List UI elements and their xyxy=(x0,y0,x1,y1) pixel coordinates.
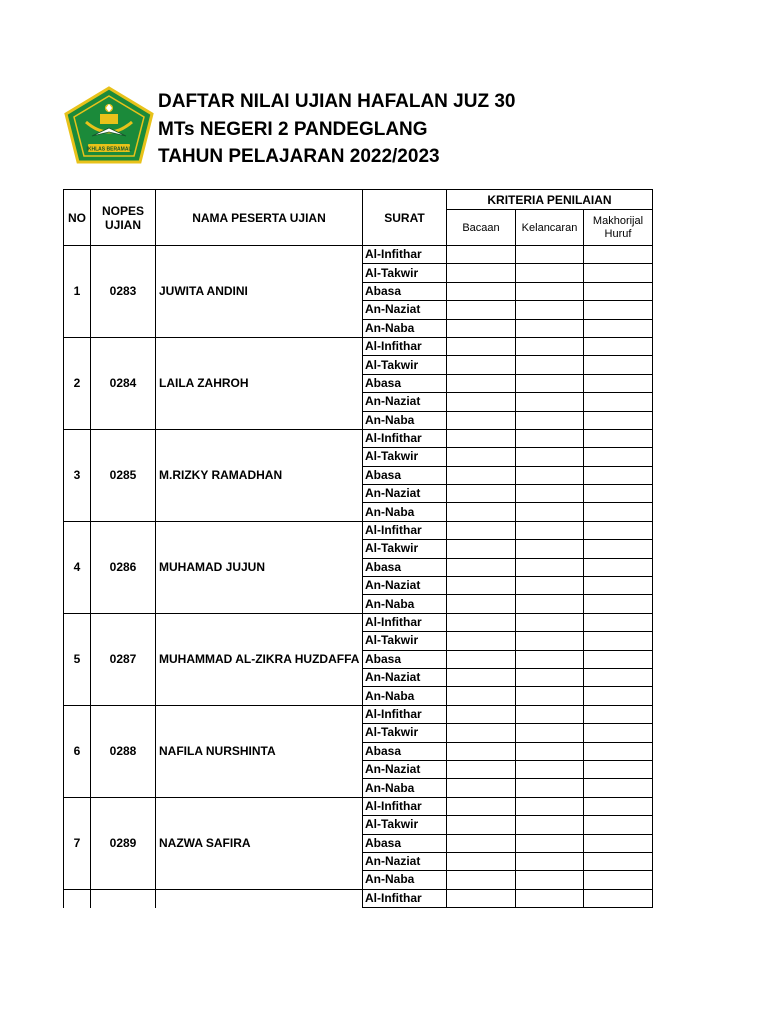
empty-cell xyxy=(91,889,156,907)
student-nopes: 0289 xyxy=(91,797,156,889)
makhorijal-cell[interactable] xyxy=(584,760,653,778)
bacaan-cell[interactable] xyxy=(447,742,516,760)
student-no: 3 xyxy=(64,429,91,521)
makhorijal-cell[interactable] xyxy=(584,834,653,852)
bacaan-cell[interactable] xyxy=(447,779,516,797)
kelancaran-cell[interactable] xyxy=(516,503,584,521)
table-row xyxy=(64,337,653,355)
makhorijal-cell[interactable] xyxy=(584,632,653,650)
kelancaran-cell[interactable] xyxy=(516,558,584,576)
student-nopes: 0283 xyxy=(91,246,156,338)
kelancaran-cell[interactable] xyxy=(516,797,584,815)
makhorijal-cell[interactable] xyxy=(584,705,653,723)
bacaan-cell[interactable] xyxy=(447,503,516,521)
bacaan-cell[interactable] xyxy=(447,411,516,429)
bacaan-cell[interactable] xyxy=(447,816,516,834)
kelancaran-cell[interactable] xyxy=(516,466,584,484)
surat-name: An-Naziat xyxy=(363,760,447,778)
makhorijal-cell[interactable] xyxy=(584,356,653,374)
kelancaran-cell[interactable] xyxy=(516,834,584,852)
bacaan-cell[interactable] xyxy=(447,632,516,650)
kelancaran-cell[interactable] xyxy=(516,595,584,613)
makhorijal-cell[interactable] xyxy=(584,540,653,558)
kelancaran-cell[interactable] xyxy=(516,429,584,447)
surat-name: An-Naziat xyxy=(363,852,447,870)
bacaan-cell[interactable] xyxy=(447,429,516,447)
makhorijal-cell[interactable] xyxy=(584,871,653,889)
surat-name: An-Naziat xyxy=(363,577,447,595)
kelancaran-cell[interactable] xyxy=(516,393,584,411)
bacaan-cell[interactable] xyxy=(447,613,516,631)
surat-name: Abasa xyxy=(363,834,447,852)
bacaan-cell[interactable] xyxy=(447,724,516,742)
table-row xyxy=(64,613,653,631)
kelancaran-cell[interactable] xyxy=(516,668,584,686)
student-no: 6 xyxy=(64,705,91,797)
kelancaran-cell[interactable] xyxy=(516,705,584,723)
bacaan-cell[interactable] xyxy=(447,485,516,503)
table-row xyxy=(64,246,653,264)
kelancaran-cell[interactable] xyxy=(516,540,584,558)
col-header-surat: SURAT xyxy=(363,190,447,246)
surat-name: Al-Takwir xyxy=(363,264,447,282)
kelancaran-cell[interactable] xyxy=(516,724,584,742)
bacaan-cell[interactable] xyxy=(447,687,516,705)
kelancaran-cell[interactable] xyxy=(516,485,584,503)
bacaan-cell[interactable] xyxy=(447,852,516,870)
surat-name: Al-Takwir xyxy=(363,356,447,374)
bacaan-cell[interactable] xyxy=(447,319,516,337)
makhorijal-cell[interactable] xyxy=(584,429,653,447)
surat-name: Al-Infithar xyxy=(363,889,447,907)
col-header-makhorijal: Makhorijal Huruf xyxy=(584,210,653,246)
makhorijal-cell[interactable] xyxy=(584,466,653,484)
kelancaran-cell[interactable] xyxy=(516,521,584,539)
makhorijal-cell[interactable] xyxy=(584,577,653,595)
col-header-kelancaran: Kelancaran xyxy=(516,210,584,246)
makhorijal-cell[interactable] xyxy=(584,393,653,411)
surat-name: Al-Infithar xyxy=(363,246,447,264)
bacaan-cell[interactable] xyxy=(447,466,516,484)
makhorijal-cell[interactable] xyxy=(584,301,653,319)
makhorijal-cell[interactable] xyxy=(584,816,653,834)
surat-name: An-Naziat xyxy=(363,393,447,411)
title-block xyxy=(158,88,516,171)
surat-name: Abasa xyxy=(363,374,447,392)
makhorijal-cell[interactable] xyxy=(584,374,653,392)
kelancaran-cell[interactable] xyxy=(516,650,584,668)
nopes-header-text: NOPES UJIAN xyxy=(101,203,144,232)
col-header-nama: NAMA PESERTA UJIAN xyxy=(156,190,363,246)
makhorijal-cell[interactable] xyxy=(584,889,653,907)
student-name: MUHAMAD JUJUN xyxy=(156,521,363,613)
student-nopes: 0287 xyxy=(91,613,156,705)
surat-name: An-Naba xyxy=(363,687,447,705)
kelancaran-cell[interactable] xyxy=(516,889,584,907)
kelancaran-cell[interactable] xyxy=(516,760,584,778)
makhorijal-cell[interactable] xyxy=(584,779,653,797)
student-nopes: 0288 xyxy=(91,705,156,797)
surat-name: Al-Infithar xyxy=(363,337,447,355)
bacaan-cell[interactable] xyxy=(447,558,516,576)
kelancaran-cell[interactable] xyxy=(516,852,584,870)
kelancaran-cell[interactable] xyxy=(516,337,584,355)
makhorijal-cell[interactable] xyxy=(584,448,653,466)
student-name: LAILA ZAHROH xyxy=(156,337,363,429)
surat-name: Abasa xyxy=(363,650,447,668)
student-name: NAZWA SAFIRA xyxy=(156,797,363,889)
table-row xyxy=(64,429,653,447)
makhorijal-cell[interactable] xyxy=(584,650,653,668)
kelancaran-cell[interactable] xyxy=(516,613,584,631)
student-no: 1 xyxy=(64,246,91,338)
surat-name: An-Naziat xyxy=(363,301,447,319)
makhorijal-cell[interactable] xyxy=(584,558,653,576)
bacaan-cell[interactable] xyxy=(447,797,516,815)
kelancaran-cell[interactable] xyxy=(516,374,584,392)
bacaan-cell[interactable] xyxy=(447,264,516,282)
bacaan-cell[interactable] xyxy=(447,521,516,539)
student-no: 4 xyxy=(64,521,91,613)
bacaan-cell[interactable] xyxy=(447,246,516,264)
kelancaran-cell[interactable] xyxy=(516,356,584,374)
surat-name: An-Naziat xyxy=(363,485,447,503)
surat-name: Al-Takwir xyxy=(363,540,447,558)
surat-name: Al-Takwir xyxy=(363,816,447,834)
kelancaran-cell[interactable] xyxy=(516,448,584,466)
student-nopes: 0286 xyxy=(91,521,156,613)
makhorijal-cell[interactable] xyxy=(584,613,653,631)
score-table xyxy=(63,189,653,908)
bacaan-cell[interactable] xyxy=(447,337,516,355)
student-name: MUHAMMAD AL-ZIKRA HUZDAFFA xyxy=(156,613,363,705)
bacaan-cell[interactable] xyxy=(447,448,516,466)
student-nopes: 0284 xyxy=(91,337,156,429)
surat-name: Al-Infithar xyxy=(363,521,447,539)
kelancaran-cell[interactable] xyxy=(516,871,584,889)
bacaan-cell[interactable] xyxy=(447,374,516,392)
makhorijal-cell[interactable] xyxy=(584,503,653,521)
makhorijal-cell[interactable] xyxy=(584,264,653,282)
col-header-nopes xyxy=(91,190,156,246)
kelancaran-cell[interactable] xyxy=(516,742,584,760)
makhorijal-cell[interactable] xyxy=(584,337,653,355)
bacaan-cell[interactable] xyxy=(447,668,516,686)
student-no: 7 xyxy=(64,797,91,889)
makhorijal-cell[interactable] xyxy=(584,485,653,503)
surat-name: Abasa xyxy=(363,466,447,484)
bacaan-cell[interactable] xyxy=(447,760,516,778)
surat-name: Abasa xyxy=(363,558,447,576)
surat-name: Al-Takwir xyxy=(363,724,447,742)
bacaan-cell[interactable] xyxy=(447,834,516,852)
makhorijal-cell[interactable] xyxy=(584,521,653,539)
kelancaran-cell[interactable] xyxy=(516,264,584,282)
col-header-kriteria: KRITERIA PENILAIAN xyxy=(447,190,653,210)
surat-name: An-Naba xyxy=(363,779,447,797)
surat-name: An-Naba xyxy=(363,411,447,429)
student-nopes: 0285 xyxy=(91,429,156,521)
document-title: DAFTAR NILAI UJIAN HAFALAN JUZ 30 xyxy=(158,91,516,112)
bacaan-cell[interactable] xyxy=(447,889,516,907)
surat-name: Al-Takwir xyxy=(363,632,447,650)
kelancaran-cell[interactable] xyxy=(516,301,584,319)
makhorijal-cell[interactable] xyxy=(584,319,653,337)
surat-name: Al-Takwir xyxy=(363,448,447,466)
student-name: JUWITA ANDINI xyxy=(156,246,363,338)
surat-name: An-Naba xyxy=(363,503,447,521)
academic-year: TAHUN PELAJARAN 2022/2023 xyxy=(158,146,440,167)
surat-name: An-Naba xyxy=(363,871,447,889)
student-name: M.RIZKY RAMADHAN xyxy=(156,429,363,521)
table-row xyxy=(64,521,653,539)
kelancaran-cell[interactable] xyxy=(516,282,584,300)
makhorijal-cell[interactable] xyxy=(584,595,653,613)
kemenag-logo xyxy=(64,86,154,164)
bacaan-cell[interactable] xyxy=(447,705,516,723)
bacaan-cell[interactable] xyxy=(447,577,516,595)
bacaan-cell[interactable] xyxy=(447,356,516,374)
header-row xyxy=(64,190,653,210)
surat-name: Al-Infithar xyxy=(363,613,447,631)
makhorijal-cell[interactable] xyxy=(584,687,653,705)
surat-name: An-Naziat xyxy=(363,668,447,686)
empty-cell xyxy=(156,889,363,907)
bacaan-cell[interactable] xyxy=(447,282,516,300)
bacaan-cell[interactable] xyxy=(447,871,516,889)
surat-name: Abasa xyxy=(363,282,447,300)
col-header-no: NO xyxy=(64,190,91,246)
makhorijal-cell[interactable] xyxy=(584,246,653,264)
bacaan-cell[interactable] xyxy=(447,393,516,411)
makhorijal-cell[interactable] xyxy=(584,742,653,760)
surat-name: Al-Infithar xyxy=(363,705,447,723)
surat-name: Abasa xyxy=(363,742,447,760)
makhorijal-cell[interactable] xyxy=(584,668,653,686)
col-header-bacaan: Bacaan xyxy=(447,210,516,246)
kelancaran-cell[interactable] xyxy=(516,411,584,429)
makhorijal-cell[interactable] xyxy=(584,724,653,742)
table-row xyxy=(64,705,653,723)
surat-name: Al-Infithar xyxy=(363,797,447,815)
school-name: MTs NEGERI 2 PANDEGLANG xyxy=(158,118,428,140)
bacaan-cell[interactable] xyxy=(447,540,516,558)
bacaan-cell[interactable] xyxy=(447,301,516,319)
table-row xyxy=(64,889,653,907)
bacaan-cell[interactable] xyxy=(447,650,516,668)
empty-cell xyxy=(64,889,91,907)
student-no: 2 xyxy=(64,337,91,429)
bacaan-cell[interactable] xyxy=(447,595,516,613)
makhorijal-cell[interactable] xyxy=(584,282,653,300)
kelancaran-cell[interactable] xyxy=(516,816,584,834)
kelancaran-cell[interactable] xyxy=(516,577,584,595)
kelancaran-cell[interactable] xyxy=(516,779,584,797)
kelancaran-cell[interactable] xyxy=(516,632,584,650)
table-body xyxy=(64,246,653,908)
makhorijal-cell[interactable] xyxy=(584,411,653,429)
table-row xyxy=(64,797,653,815)
makhorijal-cell[interactable] xyxy=(584,852,653,870)
surat-name: Al-Infithar xyxy=(363,429,447,447)
surat-name: An-Naba xyxy=(363,595,447,613)
kelancaran-cell[interactable] xyxy=(516,319,584,337)
makhorijal-cell[interactable] xyxy=(584,797,653,815)
logo-caption: IKHLAS BERAMAL xyxy=(86,146,132,153)
kelancaran-cell[interactable] xyxy=(516,687,584,705)
student-no: 5 xyxy=(64,613,91,705)
kelancaran-cell[interactable] xyxy=(516,246,584,264)
surat-name: An-Naba xyxy=(363,319,447,337)
student-name: NAFILA NURSHINTA xyxy=(156,705,363,797)
